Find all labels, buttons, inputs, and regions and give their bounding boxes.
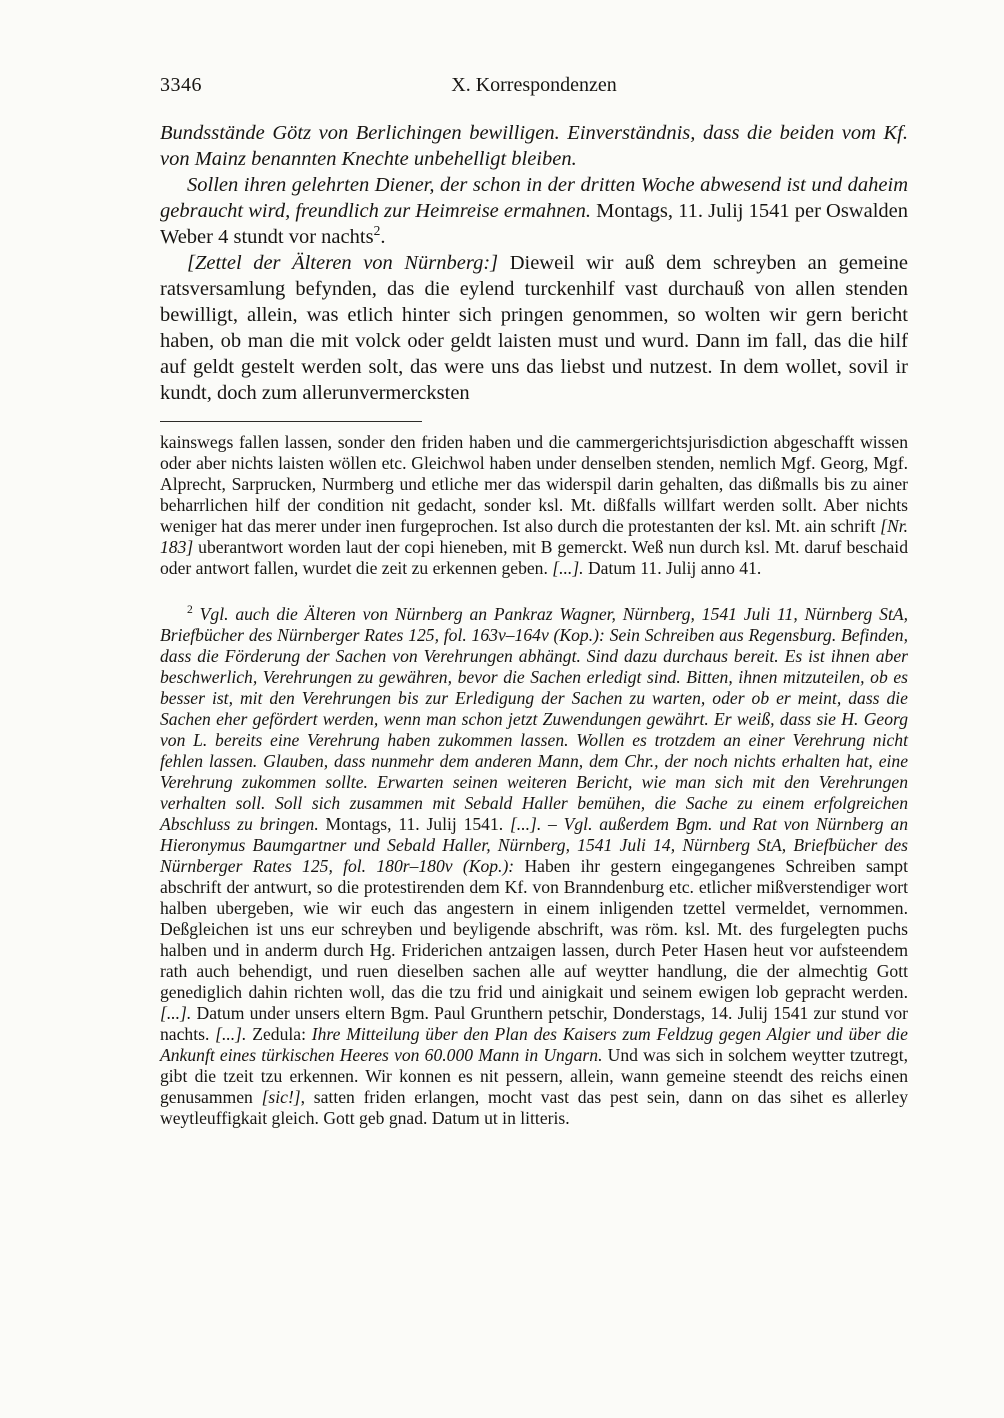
text-segment: . <box>380 226 386 248</box>
footnote-2 <box>160 604 908 1129</box>
text-segment: kainswegs fallen lassen, sonder den friden haben und die cammergerichtsjurisdiction abgeschafft wissen oder aber nichts laisten wöllen etc. Gleichwol haben under denselben stenden, nemlich Mgf. Georg, Mgf. Alprecht, Sarprucken, Nurmberg und etliche mer das widerspil darin gehalten, das dißmalls bis zu ainer beharrlichen hilf der condition nit gedacht, sonder ksl. Mt. dißfalls willfart werden sollt. Aber nichts weniger hat das merer under inen furgeprochen. Ist also durch die protestanten der ksl. Mt. ain schrift <box>160 432 908 536</box>
text-segment: [Nr. 183] <box>160 516 908 557</box>
text-segment: [...]. <box>160 1003 192 1023</box>
text-segment: Montags, 11. Julij 1541. <box>325 814 510 834</box>
zettel-paragraph <box>160 250 908 406</box>
running-head <box>160 72 908 98</box>
text-segment: Dieweil wir auß dem schreyben an gemeine ratsversamlung befynden, das die eylend turckenhilf vast durchauß von allen stenden bewilligt, allein, was etlich hinter sich pringen genommen, so wolten wir gern bericht haben, ob man die mit volck oder geldt laisten must und wurd. Dann im fall, das die hilf auf geldt gestelt werden solt, das were uns das liebst und nutzest. In dem wollet, sovil ir kundt, doch zum allerunvermercksten <box>160 252 908 404</box>
regest-paragraph <box>160 120 908 172</box>
text-segment: [sic!] <box>261 1087 301 1107</box>
text-segment: , satten friden erlangen, mocht vast das pest sein, dann on das sihet es allerley weytleuffigkait gleich. Gott geb gnad. Datum ut in litteris. <box>160 1087 908 1128</box>
regest-date-paragraph <box>160 172 908 250</box>
text-segment: Montags, 11. Julij 1541 per Oswalden Weber 4 stundt vor nachts <box>160 200 908 248</box>
main-text <box>160 120 908 406</box>
text-segment: Datum under unsers eltern Bgm. Paul Grunthern petschir, Donderstags, 14. Julij 1541 zur stund vor nachts. <box>160 1003 908 1044</box>
text-segment: Und was sich in solchem weytter tzutregt, gibt die tzeit tzu erkennen. Wir konnen es nit pessern, allein, wann gemeine steendt des reichs einen genusammen <box>160 1045 908 1107</box>
footnote-reference-number: 2 <box>187 603 193 617</box>
text-segment: Bundsstände Götz von Berlichingen bewilligen. Einverständnis, dass die beiden vom Kf. von Mainz benannten Knechte unbehelligt bleiben. <box>160 122 908 170</box>
text-segment: Vgl. auch die Älteren von Nürnberg an Pankraz Wagner, Nürnberg, 1541 Juli 11, Nürnberg StA, Briefbücher des Nürnberger Rates 125, fol. 163v–164v (Kop.): Sein Schreiben aus Regensburg. Befinden, dass die Förderung der Sachen von Verehrungen abhängt. Sind dazu durchaus bereit. Es ist ihnen aber beschwerlich, Verehrungen zu gewähren, bevor die Sachen erledigt sind. Bitten, ihnen mitzuteilen, ob es besser ist, mit den Verehrungen bis zur Erledigung der Sachen zu warten, oder ob er meint, dass die Sachen eher gefördert werden, wenn man schon jetzt Zuwendungen gewährt. Er weiß, dass sie H. Georg von L. bereits eine Verehrung haben zukommen lassen. Wollen es trotzdem an einer Verehrung nicht fehlen lassen. Glauben, dass nunmehr dem anderen Mann, dem Chr., der noch nichts erhalten hat, eine Verehrung zukommen sollte. Erwarten seinen weiteren Bericht, wie man sich mit den Verehrungen verhalten soll. Soll sich zusammen mit Sebald Haller bemühen, die Sache zu einem erfolgreichen Abschluss zu bringen. <box>160 604 908 834</box>
page-number: 3346 <box>160 74 202 96</box>
text-segment: Sollen ihren gelehrten Diener, der schon in der dritten Woche abwesend ist und daheim gebraucht wird, freundlich zur Heimreise ermahnen. <box>160 174 908 222</box>
text-segment: Haben ihr gestern eingegangenes Schreiben sampt abschrift der antwurt, so die protestirenden dem Kf. von Branndenburg etc. etlicher mißverstendiger wort halben ubergeben, wie wir euch das angestern in einem inligenden tzettel vermeldet, vernommen. Deßgleichen ist uns eur schreyben und beyligende abschrift, was röm. ksl. Mt. des furgelegten puchs halben und in anderm durch Hg. Friderichen antzaigen lassen, durch Peter Hasen heut vor aufsteendem rath auch behendigt, und ruen dieselben sachen alle auf weytter handlung, die der almechtig Gott genediglich dahin richten woll, das die tzu frid und ainigkait und seinem ewigen lob gepracht werden. <box>160 856 908 1002</box>
text-segment: Zedula: <box>246 1024 312 1044</box>
text-segment: uberantwort worden laut der copi hieneben, mit B gemerckt. Weß nun durch ksl. Mt. daruf beschaid oder antwort fallen, wurdet die zeit zu erkennen geben. <box>160 537 908 578</box>
text-segment: [...]. – Vgl. außerdem Bgm. und Rat von Nürnberg an Hieronymus Baumgartner und Sebald Haller, Nürnberg, 1541 Juli 14, Nürnberg StA, Briefbücher des Nürnberger Rates 125, fol. 180r–180v (Kop.): <box>160 814 908 876</box>
text-segment: Datum 11. Julij anno 41. <box>583 558 762 578</box>
footnote-separator-rule <box>160 421 422 422</box>
text-segment: Ihre Mitteilung über den Plan des Kaisers zum Feldzug gegen Algier und über die Ankunft eines türkischen Heeres von 60.000 Mann in Ungarn. <box>160 1024 908 1065</box>
running-title: X. Korrespondenzen <box>451 74 617 96</box>
text-segment: [...]. <box>215 1024 247 1044</box>
text-segment: [...]. <box>552 558 584 578</box>
apparatus-continuation-block <box>160 432 908 579</box>
text-segment: [Zettel der Älteren von Nürnberg:] <box>187 252 499 274</box>
footnote-reference-number: 2 <box>373 223 381 239</box>
